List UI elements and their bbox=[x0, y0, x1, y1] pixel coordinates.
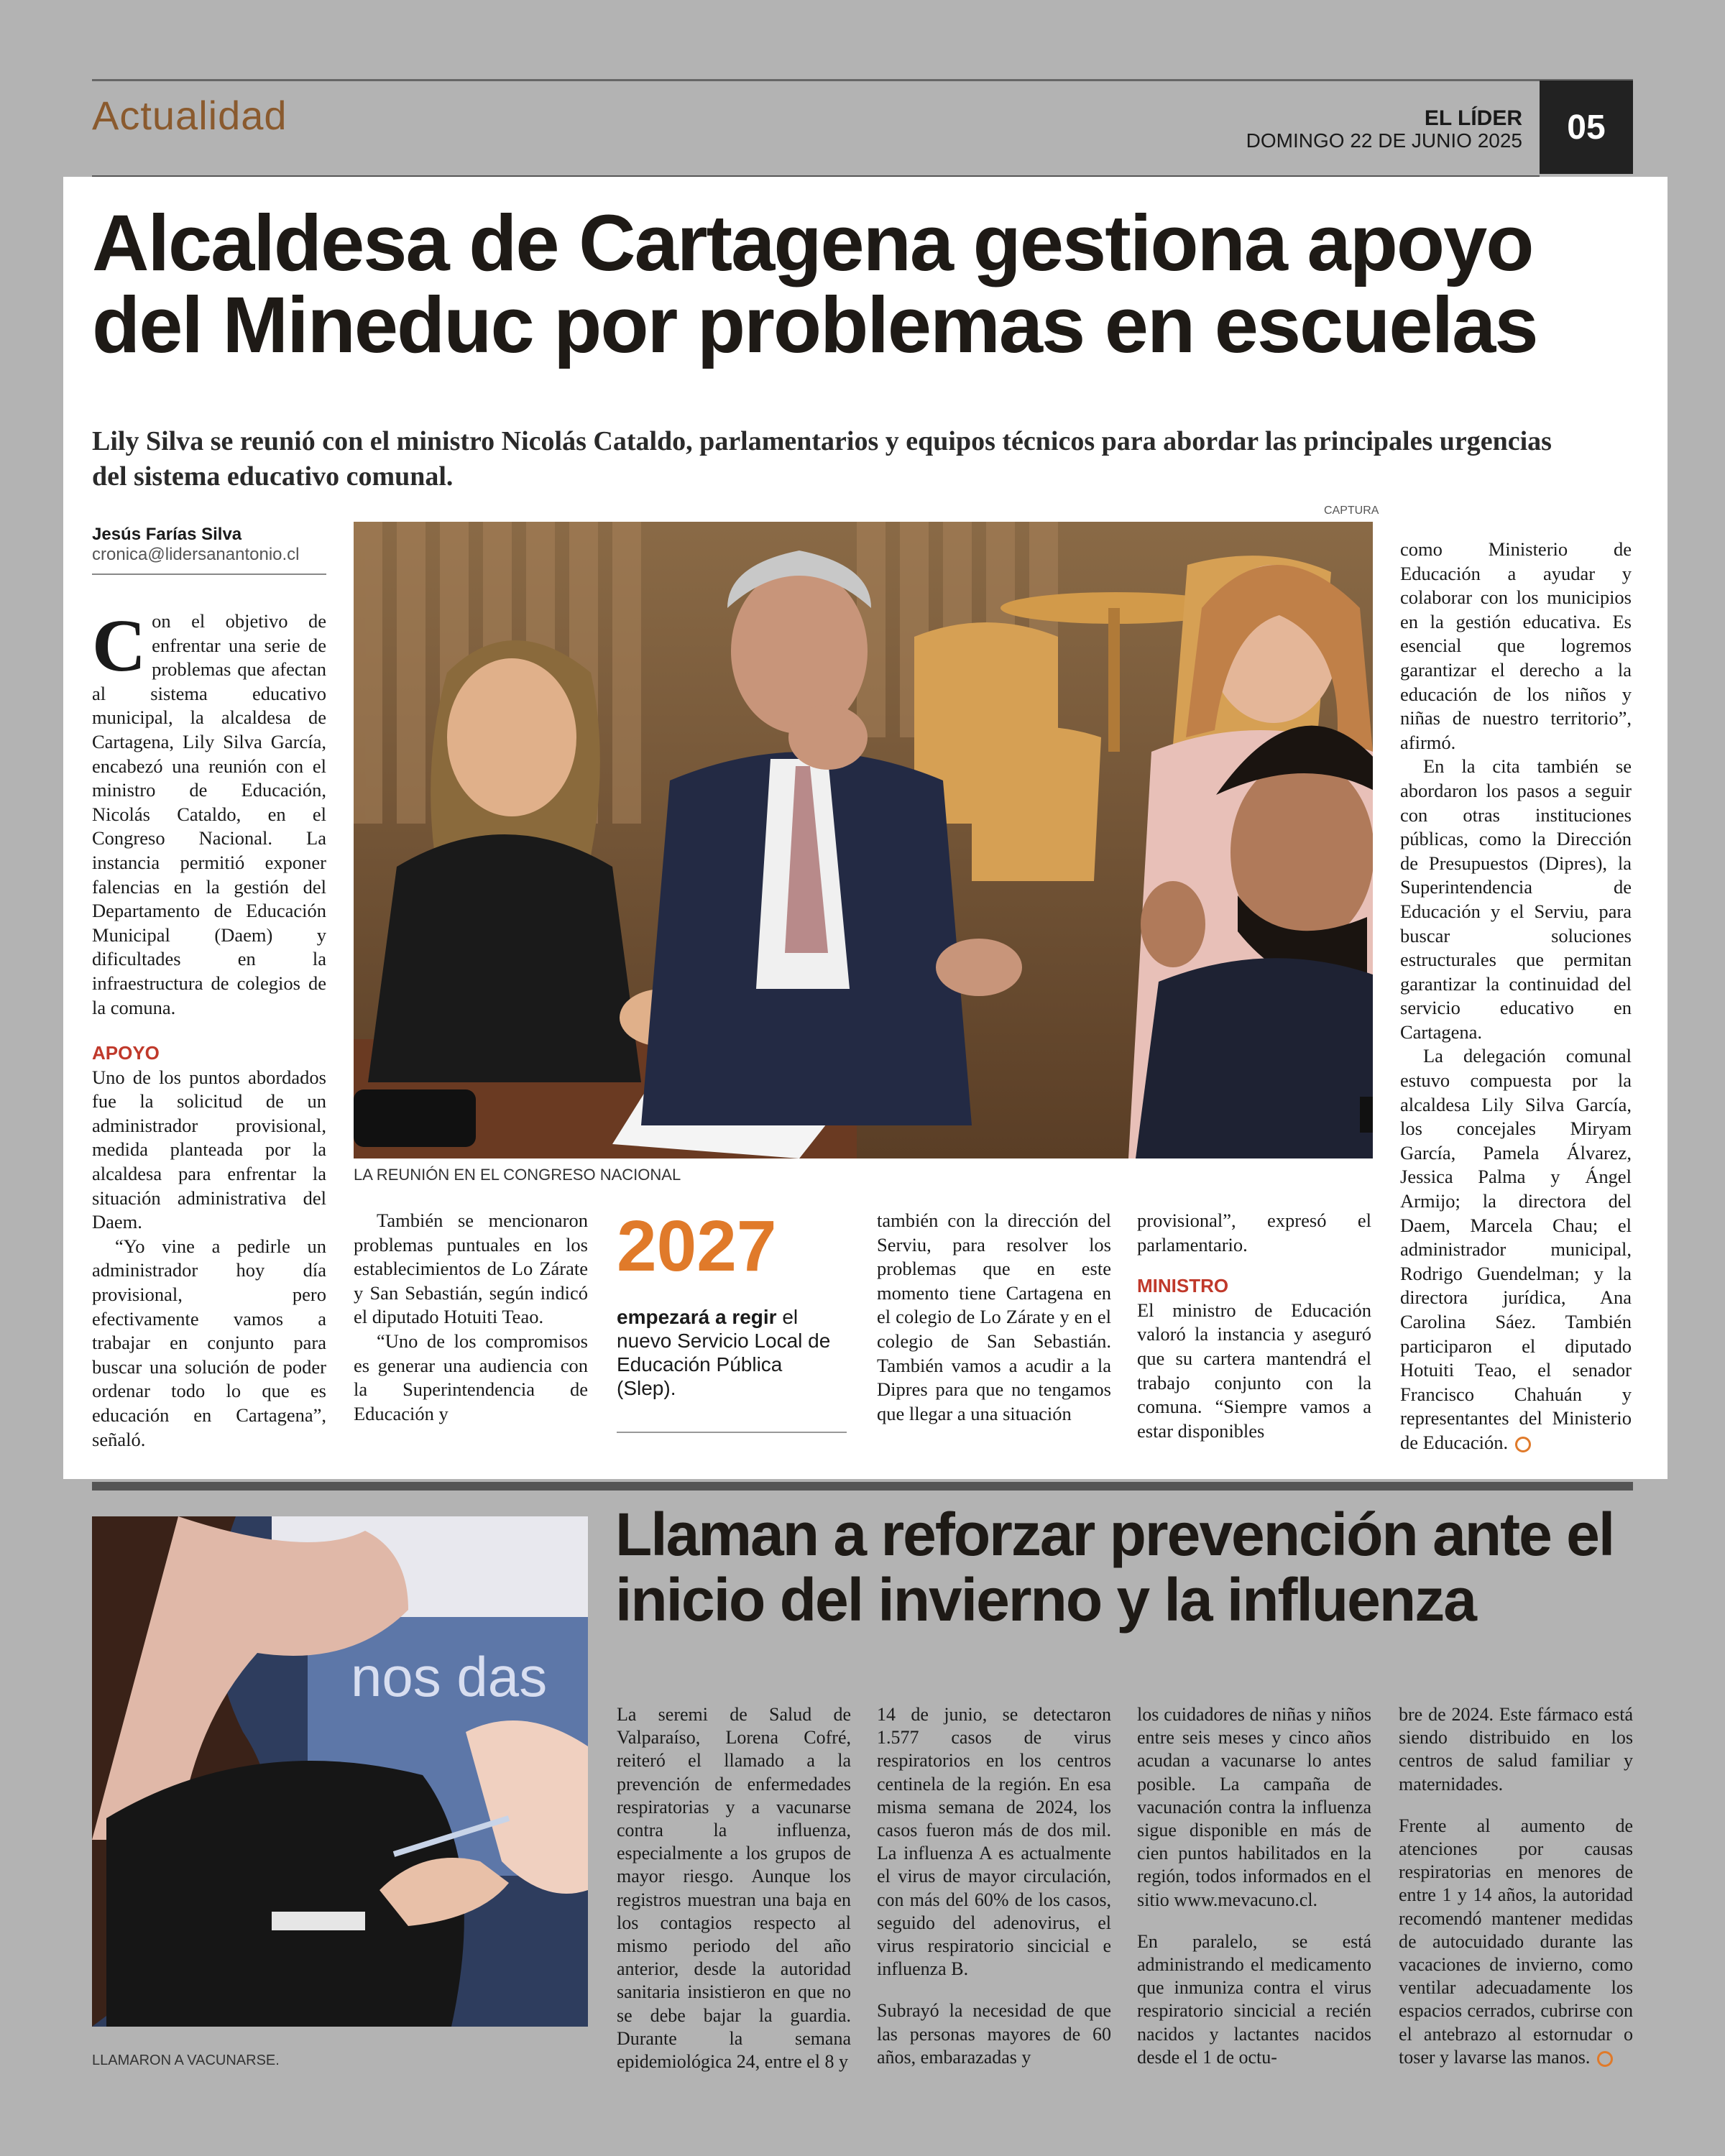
page-number: 05 bbox=[1540, 80, 1633, 174]
vaccination-photo bbox=[92, 1516, 588, 2027]
section-label: Actualidad bbox=[92, 93, 288, 138]
pull-quote-rule bbox=[617, 1432, 847, 1433]
article-column-1 bbox=[617, 1685, 851, 2092]
article-column-right bbox=[1400, 538, 1632, 1455]
pull-quote bbox=[617, 1206, 847, 1400]
paragraph: on el objetivo de enfrentar una serie de problemas que afectan al sistema educativo municipal, la alcaldesa de Cartagena, Lily Silva García, encabezó una reunión con el ministro de Educación, Nicolás Cataldo, en el Congreso Nacional. La instancia permitió exponer falencias en la gestión del Departamento de Educación Municipal (Daem) y dificultades en la infraestructura de colegios de la comuna. bbox=[92, 610, 326, 1018]
meeting-photo bbox=[354, 522, 1373, 1158]
drop-cap: C bbox=[92, 604, 147, 687]
paragraph-text: Frente al aumento de atenciones por causas respiratorias en menores de entre 1 y 14 años, la autoridad recomendó mantener medidas de autocuidado durante las vacaciones de invierno, como ventilar adecuadamente los espacios cerrados, cubrirse con el antebrazo al estornudar o toser y lavarse las manos. bbox=[1399, 1815, 1633, 2068]
pull-quote-bold: empezará a regir bbox=[617, 1306, 777, 1328]
photo-caption: LA REUNIÓN EN EL CONGRESO NACIONAL bbox=[354, 1166, 681, 1184]
paragraph: provisional”, expresó el parlamentario. bbox=[1137, 1210, 1371, 1256]
paper-name: EL LÍDER bbox=[1424, 106, 1522, 130]
background-sign-text: nos das bbox=[351, 1645, 548, 1708]
subhead-apoyo: APOYO bbox=[92, 1042, 160, 1064]
end-of-article-icon bbox=[1515, 1437, 1531, 1452]
paragraph: Subrayó la necesidad de que las personas mayores de 60 años, embarazadas y bbox=[877, 2000, 1111, 2068]
subhead-ministro: MINISTRO bbox=[1137, 1275, 1229, 1297]
article-headline: Alcaldesa de Cartagena gestiona apoyo del Mineduc por problemas en escuelas bbox=[92, 199, 1537, 370]
paragraph-text: La delegación comunal estuvo compuesta por la alcaldesa Lily Silva García, los concejales Miryam García, Pamela Álvarez, Jessica Palma y Ángel Armijo; la directora del Daem, Marcela Chau; el administrador municipal, Rodrigo Guendelman; y la directora jurídica, Ana Carolina Sáez. También participaron el diputado Hotuiti Teao, el senador Francisco Chahuán y representantes del Ministerio de Educación. bbox=[1400, 1045, 1632, 1453]
paragraph: también con la dirección del Serviu, para resolver los problemas que en este momento tiene Cartagena en el colegio de Lo Zárate y en el colegio de San Sebastián. También vamos a acudir a la Dipres para que no tengamos que llegar a una situación bbox=[877, 1210, 1111, 1424]
article-deck: Lily Silva se reunió con el ministro Nicolás Cataldo, parlamentarios y equipos técnicos para abordar las principales urgencias del sistema educativo comunal. bbox=[92, 426, 1552, 492]
paper-date: DOMINGO 22 DE JUNIO 2025 bbox=[1246, 129, 1522, 152]
byline-author: Jesús Farías Silva bbox=[92, 525, 242, 544]
paragraph: El ministro de Educación valoró la instancia y aseguró que su cartera mantendrá el trabajo conjunto con la comuna. “Siempre vamos a estar disponibles bbox=[1137, 1299, 1371, 1442]
article-column-1 bbox=[92, 604, 326, 1452]
article-column-3 bbox=[877, 1209, 1111, 1426]
byline-rule bbox=[92, 573, 326, 575]
article-headline: Llaman a reforzar prevención ante el inicio del invierno y la influenza bbox=[615, 1501, 1614, 1634]
vaccination-photo-illustration bbox=[92, 1516, 588, 2027]
paragraph: En paralelo, se está administrando el medicamento que inmuniza contra el virus respiratorio sincicial a recién nacidos y lactantes nacidos desde el 1 de octu- bbox=[1137, 1930, 1371, 2068]
paragraph: 14 de junio, se detectaron 1.577 casos de virus respiratorios en los centros centinela de la región. En esa misma semana de 2024, los casos fueron más de dos mil. La influenza A es actualmente el virus de mayor circulación, con más del 60% de los casos, seguido del adenovirus, el virus respiratorio sincicial e influenza B. bbox=[877, 1704, 1111, 1980]
pull-quote-text bbox=[617, 1305, 847, 1400]
article-column-3 bbox=[1137, 1685, 1371, 2088]
section-divider bbox=[92, 1482, 1633, 1491]
paragraph: los cuidadores de niñas y niños entre seis meses y cinco años acudan a vacunarse lo antes posible. La campaña de vacunación contra la influenza sigue disponible en más de cien puntos habilitados en la región, todos informados en el sitio www.mevacuno.cl. bbox=[1137, 1704, 1371, 1910]
byline-email: cronica@lidersanantonio.cl bbox=[92, 545, 300, 564]
paragraph bbox=[1399, 1815, 1633, 2069]
pull-quote-number: 2027 bbox=[617, 1206, 777, 1286]
paragraph: “Uno de los compromisos es generar una audiencia con la Superintendencia de Educación y bbox=[354, 1330, 588, 1424]
paragraph bbox=[1400, 1044, 1632, 1455]
paragraph: “Yo vine a pedirle un administrador hoy día provisional, pero efectivamente vamos a trabajar en conjunto para buscar una solución de poder ordenar todo lo que es educación en Cartagena”, señaló. bbox=[92, 1235, 326, 1450]
top-rule bbox=[92, 79, 1633, 81]
end-of-article-icon bbox=[1597, 2051, 1613, 2067]
paragraph: En la cita también se abordaron los pasos a seguir con otras instituciones públicas, como la Dirección de Presupuestos (Dipres), la Superintendencia de Educación y el Serviu, para buscar soluciones estructurales que permitan garantizar la continuidad del servicio educativo en Cartagena. bbox=[1400, 755, 1632, 1043]
paragraph: como Ministerio de Educación a ayudar y colaborar con los municipios en la gestión educativa. Es esencial que logremos garantizar el derecho a la educación de los niños y niñas de nuestro territorio”, afirmó. bbox=[1400, 538, 1632, 753]
paragraph: La seremi de Salud de Valparaíso, Lorena Cofré, reiteró el llamado a la prevención de enfermedades respiratorias y a vacunarse contra la influenza, especialmente a los grupos de mayor riesgo. Aunque los registros muestran una baja en los contagios respecto al mismo periodo del año anterior, desde la autoridad sanitaria insistieron en que no se debe bajar la guardia. Durante la semana epidemiológica 24, entre el 8 y bbox=[617, 1704, 851, 2073]
article-column-2 bbox=[354, 1209, 588, 1426]
article-column-4 bbox=[1137, 1209, 1371, 1443]
pull-quote-rest: el nuevo Servicio Local de Educación Pública (Slep). bbox=[617, 1306, 831, 1399]
photo-credit: CAPTURA bbox=[1324, 505, 1379, 517]
article-column-4 bbox=[1399, 1685, 1633, 2088]
meeting-photo-illustration bbox=[354, 522, 1373, 1158]
article-column-2 bbox=[877, 1685, 1111, 2088]
paragraph: También se mencionaron problemas puntuales en los establecimientos de Lo Zárate y San Sebastián, según indicó el diputado Hotuiti Teao. bbox=[354, 1210, 588, 1328]
photo-caption: LLAMARON A VACUNARSE. bbox=[92, 2053, 280, 2068]
paragraph: bre de 2024. Este fármaco está siendo distribuido en los centros de salud familiar y maternidades. bbox=[1399, 1704, 1633, 1795]
paragraph: Uno de los puntos abordados fue la solicitud de un administrador provisional, medida planteada por la alcaldesa para enfrentar la situación administrativa del Daem. bbox=[92, 1066, 326, 1233]
